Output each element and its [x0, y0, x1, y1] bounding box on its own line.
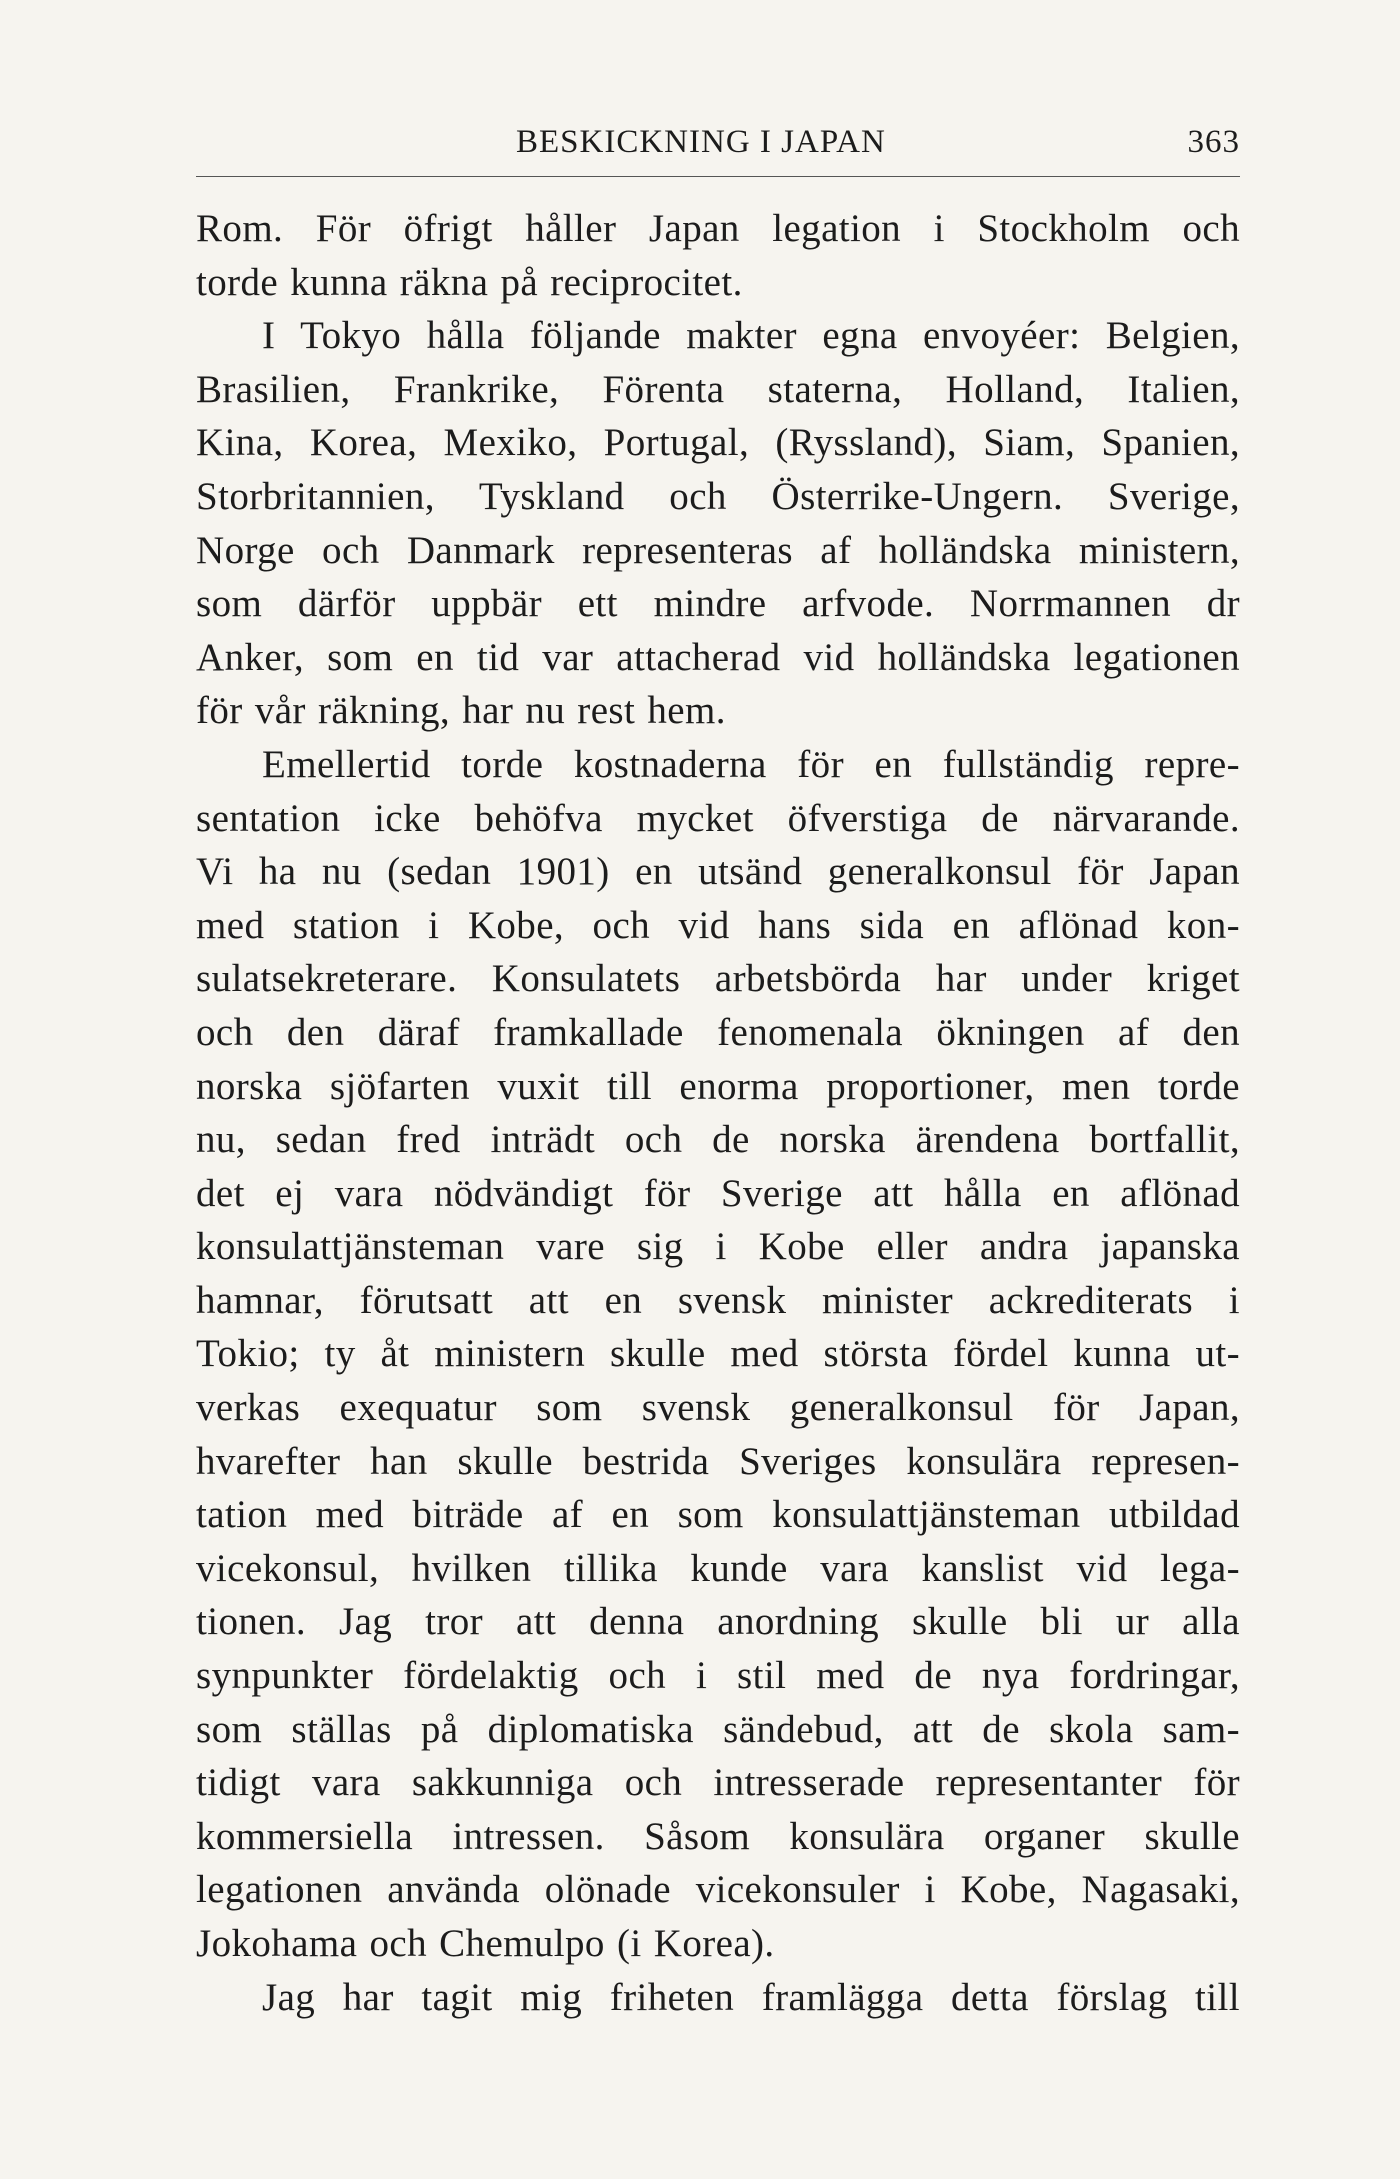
text-line: Vi ha nu (sedan 1901) en utsänd generalkonsul för Japan — [196, 850, 1240, 894]
body-text — [196, 202, 1240, 2024]
text-line: tation med biträde af en som konsulattjänsteman utbildad — [196, 1493, 1240, 1537]
text-line: Tokio; ty åt ministern skulle med största fördel kunna ut- — [196, 1332, 1240, 1376]
text-line: Jag har tagit mig friheten framlägga detta förslag till — [262, 1975, 1240, 2019]
text-line: verkas exequatur som svensk generalkonsul för Japan, — [196, 1386, 1240, 1430]
text-line: konsulattjänsteman vare sig i Kobe eller andra japanska — [196, 1225, 1240, 1269]
text-line: tidigt vara sakkunniga och intresserade representanter för — [196, 1761, 1240, 1805]
page-number: 363 — [1187, 124, 1240, 160]
text-line: Storbritannien, Tyskland och Österrike-Ungern. Sverige, — [196, 474, 1240, 518]
text-line: med station i Kobe, och vid hans sida en aflönad kon- — [196, 903, 1240, 947]
text-line: sentation icke behöfva mycket öfverstiga de närvarande. — [196, 796, 1240, 840]
text-line: kommersiella intressen. Såsom konsulära organer skulle — [196, 1814, 1240, 1858]
text-line: sulatsekreterare. Konsulatets arbetsbörda har under kriget — [196, 957, 1240, 1001]
text-line: det ej vara nödvändigt för Sverige att hålla en aflönad — [196, 1171, 1240, 1215]
text-line: och den däraf framkallade fenomenala ökningen af den — [196, 1010, 1240, 1054]
text-line: Brasilien, Frankrike, Förenta staterna, Holland, Italien, — [196, 367, 1240, 411]
text-line: Norge och Danmark representeras af holländska ministern, — [196, 528, 1240, 572]
text-line: som därför uppbär ett mindre arfvode. Norrmannen dr — [196, 582, 1240, 626]
text-line: som ställas på diplomatiska sändebud, att de skola sam- — [196, 1707, 1240, 1751]
text-line: Kina, Korea, Mexiko, Portugal, (Ryssland), Siam, Spanien, — [196, 421, 1240, 465]
text-line: synpunkter fördelaktig och i stil med de nya fordringar, — [196, 1654, 1240, 1698]
text-line: I Tokyo hålla följande makter egna envoyéer: Belgien, — [262, 314, 1240, 358]
text-line: tionen. Jag tror att denna anordning skulle bli ur alla — [196, 1600, 1240, 1644]
text-line: för vår räkning, har nu rest hem. — [196, 689, 726, 733]
text-line: hamnar, förutsatt att en svensk minister ackrediterats i — [196, 1278, 1240, 1322]
text-line: Rom. För öfrigt håller Japan legation i Stockholm och — [196, 207, 1240, 250]
text-line: Anker, som en tid var attacherad vid holländska legationen — [196, 635, 1240, 679]
text-line: norska sjöfarten vuxit till enorma proportioner, men torde — [196, 1064, 1240, 1108]
running-header-title: BESKICKNING I JAPAN — [516, 124, 886, 160]
text-line: nu, sedan fred inträdt och de norska ärendena bortfallit, — [196, 1118, 1240, 1162]
running-header — [196, 118, 1240, 174]
text-line: legationen använda olönade vicekonsuler i Kobe, Nagasaki, — [196, 1868, 1240, 1912]
header-rule — [196, 176, 1240, 177]
text-line: Emellertid torde kostnaderna för en fullständig repre- — [262, 742, 1240, 786]
text-line: hvarefter han skulle bestrida Sveriges konsulära represen- — [196, 1439, 1240, 1483]
text-line: torde kunna räkna på reciprocitet. — [196, 260, 743, 304]
text-line: Jokohama och Chemulpo (i Korea). — [196, 1922, 775, 1965]
text-line: vicekonsul, hvilken tillika kunde vara kanslist vid lega- — [196, 1546, 1240, 1590]
